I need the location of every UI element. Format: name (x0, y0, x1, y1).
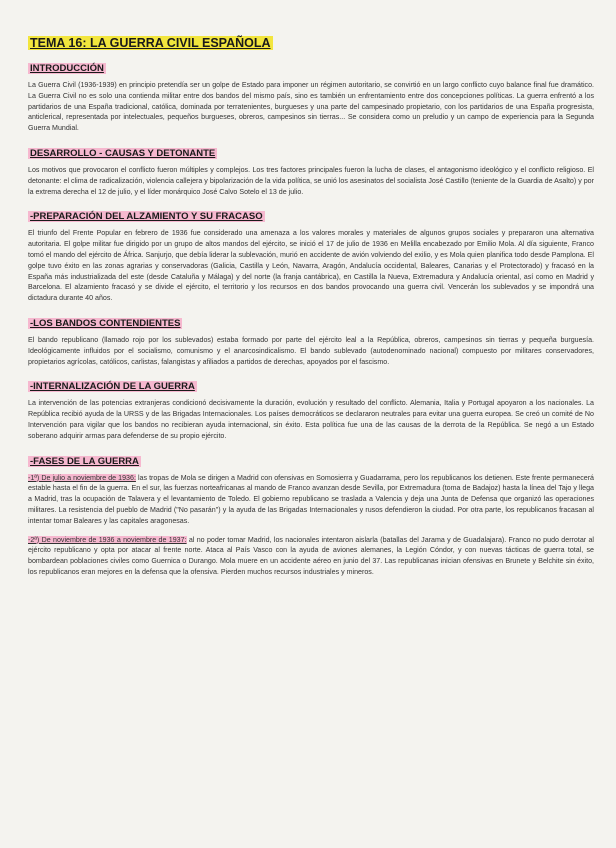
page-title: TEMA 16: LA GUERRA CIVIL ESPAÑOLA (30, 36, 271, 50)
section-internalizacion (28, 376, 594, 441)
phase-item (28, 473, 594, 527)
section-heading: -LOS BANDOS CONTENDIENTES (30, 317, 181, 329)
phase-item (28, 535, 594, 578)
section-heading: -PREPARACIÓN DEL ALZAMIENTO Y SU FRACASO (30, 211, 263, 223)
section-heading: -INTERNALIZACIÓN DE LA GUERRA (30, 381, 195, 393)
section-heading: INTRODUCCIÓN (30, 63, 104, 74)
section-preparacion (28, 206, 594, 304)
phase-text: las tropas de Mola se dirigen a Madrid con ofensivas en Somosierra y Guadarrama, pero los republicanos los detienen. Este frente permanecerá estable hasta el fin de la guerra. En el sur, las fuerzas norteafricanas al mando de Franco avanzan desde Sevilla, por Extremadura (toma de Badajoz) hasta la línea del Tajo y llega a Madrid, tras la ocupación de Talavera y el levantamiento de Toledo. El gobierno republicano se traslada a Valencia y deja una Junta de Defensa que organizó las operaciones militares. La resistencia del pueblo de Madrid ("No pasarán") y la ayuda de las Brigadas Internacionales y rusos defendieron la ciudad. Por otra parte, los republicanos fracasan al intentar tomar Baleares y las capitales aragonesas. (28, 473, 595, 525)
phase-lead: -2ª) De noviembre de 1936 a noviembre de 1937: (28, 535, 187, 544)
section-text: Los motivos que provocaron el conflicto fueron múltiples y complejos. Los tres factores principales fueron la lucha de clases, el antagonismo ideológico y el conflicto religioso. El detonante: el clima de radicalización, violencia callejera y bipolarización de la vida política, se unió los asesinatos del socialista José Castillo (teniente de la Guardia de Asalto) y por la extrema derecha el 12 de julio, y el líder monárquico José Calvo Sotelo el 13 de julio. (28, 165, 594, 196)
section-heading: DESARROLLO - CAUSAS Y DETONANTE (30, 147, 216, 159)
section-text: El triunfo del Frente Popular en febrero de 1936 fue considerado una amenaza a los valores morales y materiales de algunos grupos sociales y prepararon una alternativa autoritaria. El golpe militar fue dirigido por un grupo de altos mandos del ejército, se inició el 17 de julio de 1936 en Melilla encabezado por Emilio Mola. Al día siguiente, Franco tomó el mando del ejército de África. Sanjurjo, que debía liderar la sublevación, murió en accidente de avión volviendo del exilio, y es Mola quien planifica todo desde Pamplona. El golpe tuvo éxito en las zonas agrarias y conservadoras (Galicia, Castilla y León, Navarra, Aragón, Andalucía occidental, Baleares, Canarias y el Protectorado) y fracasó en la España más industrializada del este (desde Cataluña y Málaga) y del norte (la franja cantábrica), en Castilla la Nueva, Extremadura y Andalucía oriental, así como en Madrid y Barcelona. El alzamiento fracasó y se divide el ejército, el territorio y los recursos en dos bandos provocando una guerra civil. Vencerán los sublevados y se impondrá una dictadura durante 40 años. (28, 229, 594, 303)
phase-text: al no poder tomar Madrid, los nacionales intentaron aislarla (batallas del Jarama y de Guadalajara). Franco no pudo derrotar al ejército republicano y opta por atacar al frente norte. Ataca al País Vasco con la ayuda de aviones alemanes, la Legión Cóndor, y con nuevas tácticas de guerra total, se bombardean poblaciones civiles como Guernica o Durango. Mola muere en un accidente aéreo en junio del 37. Las republicanas inician ofensivas en Brunete y Belchite sin éxito, los republicanos eran mejores en la defensa que la ofensiva. Pierden muchos recursos industriales y mineros. (28, 535, 594, 576)
section-text: El bando republicano (llamado rojo por los sublevados) estaba formado por parte del ejército leal a la República, obreros, campesinos sin tierras y pequeña burguesía. Ideológicamente influidos por el socialismo, comunismo y el anarcosindicalismo. El bando sublevado (autodenominado nacional) compuesto por militares conservadores, propietarios agrícolas, católicos, carlistas, falangistas y afiliados a partidos de derechas, apoyados por el fascismo. (28, 335, 594, 366)
section-introduccion (28, 58, 594, 134)
section-fases (28, 451, 594, 578)
section-heading: -FASES DE LA GUERRA (30, 455, 139, 467)
section-text: La Guerra Civil (1936-1939) en principio pretendía ser un golpe de Estado para imponer un régimen autoritario, se convirtió en un largo conflicto cuyo balance final fue dramático. La Guerra Civil no es solo una contienda militar entre dos bandos del mismo país, sino es también un enfrentamiento entre dos concepciones políticas. La guerra enfrentó a los partidarios de una España tradicional, católica, dominada por terratenientes, burgueses y una parte del campesinado propietario, con los partidarios de una España progresista, anticlerical, representada por intelectuales, pequeños burgueses, obreros, campesinos sin tierras... Se considera como un preludio y un campo de experiencia para la Segunda Guerra Mundial. (28, 81, 594, 133)
section-text: La intervención de las potencias extranjeras condicionó decisivamente la duración, evolución y resultado del conflicto. Alemania, Italia y Portugal apoyaron a los nacionales. La República recibió ayuda de la URSS y de las Brigadas Internacionales. Los países democráticos se declararon neutrales para evitar una guerra europea. Se creó un comité de No Intervención para vigilar que los bandos no recibieran ayuda internacional, sin éxito. Esta política fue una de las causas de la derrota de la República. Se negó a un Estado soberano adquirir armas para defenderse de su propio ejército. (28, 399, 594, 440)
section-bandos (28, 313, 594, 367)
phase-lead: -1ª) De julio a noviembre de 1936: (28, 473, 136, 482)
section-desarrollo (28, 143, 594, 197)
